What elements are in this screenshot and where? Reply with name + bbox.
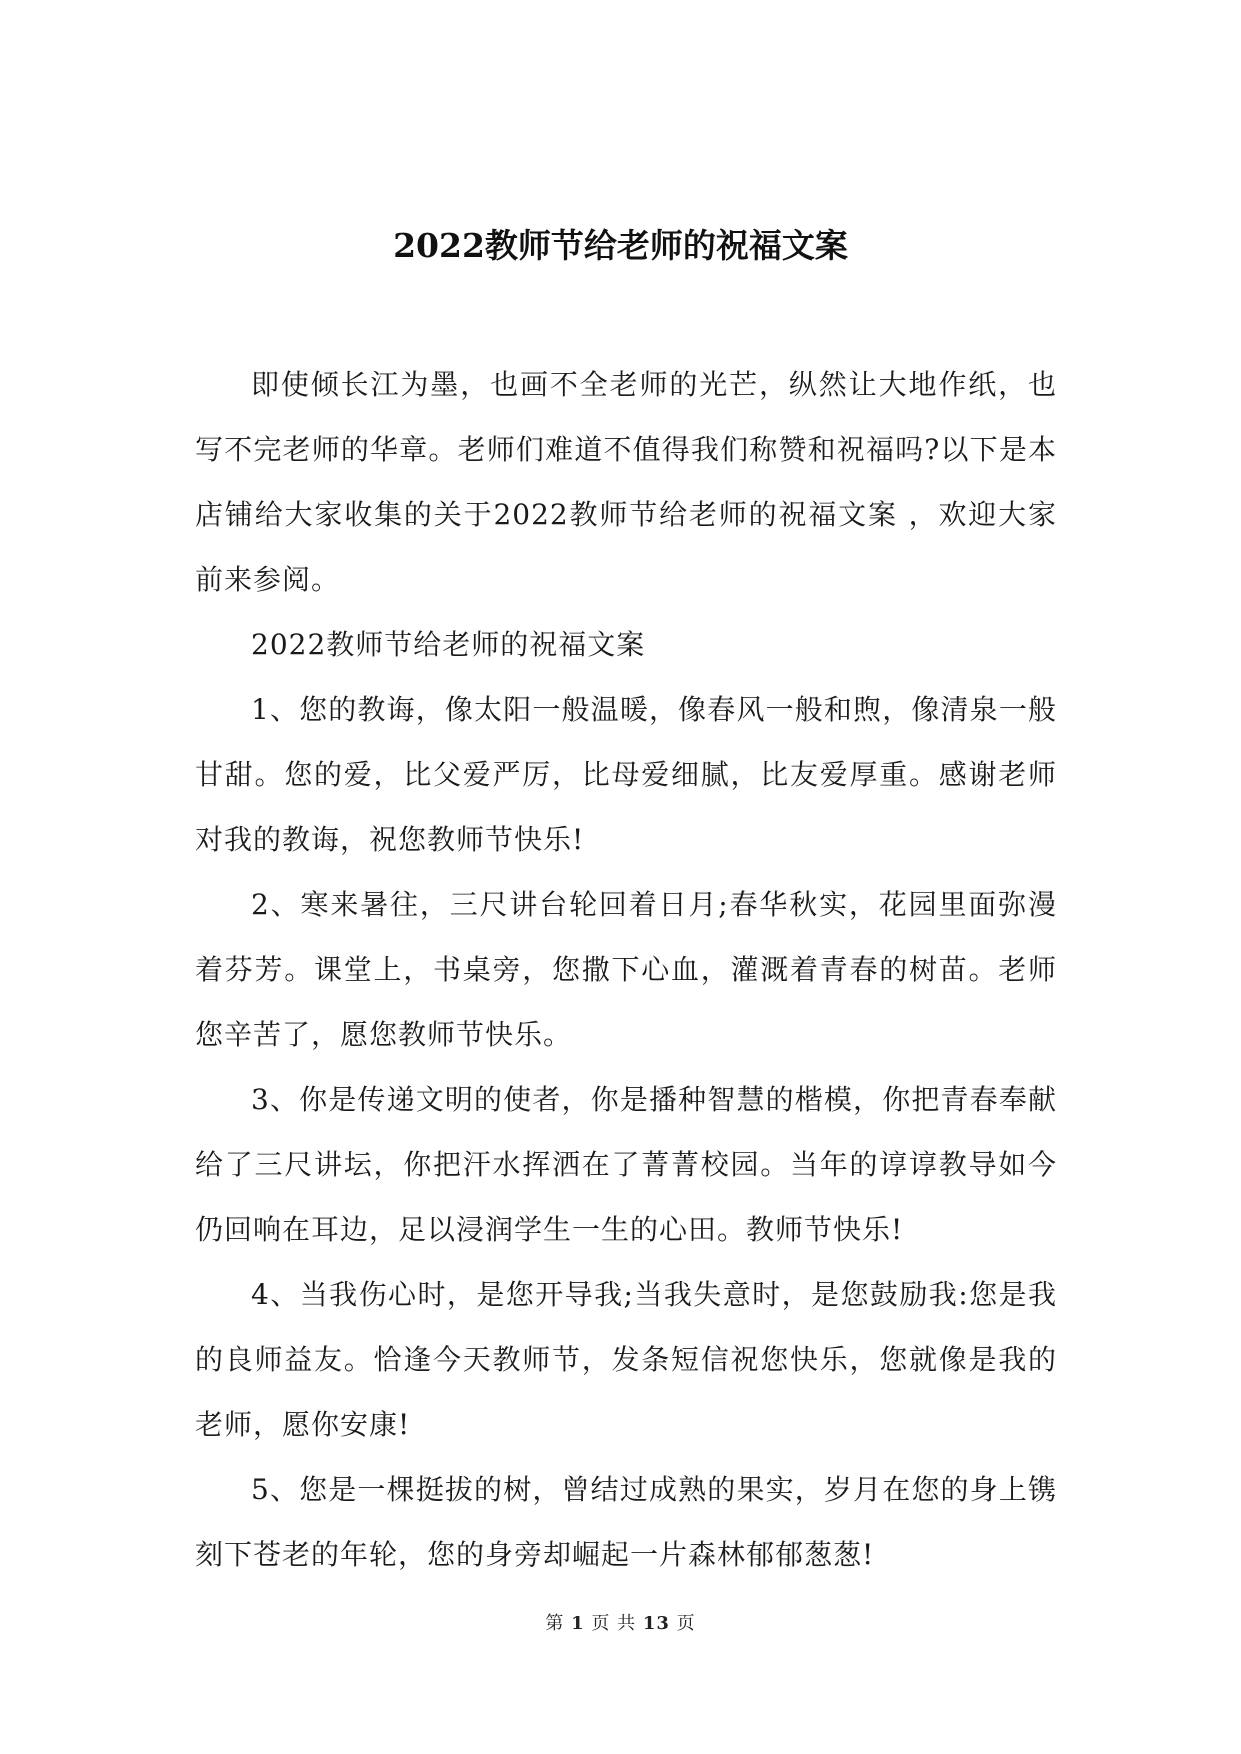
intro-paragraph: 即使倾长江为墨，也画不全老师的光芒，纵然让大地作纸，也写不完老师的华章。老师们难道不值得我们称赞和祝福吗?以下是本店铺给大家收集的关于2022教师节给老师的祝福文案 ，欢迎大家前来参阅。 (195, 368, 1057, 596)
document-title: 2022教师节给老师的祝福文案 (393, 226, 848, 265)
section-heading: 2022教师节给老师的祝福文案 (251, 628, 646, 661)
list-item: 3、你是传递文明的使者，你是播种智慧的楷模，你把青春奉献给了三尺讲坛，你把汗水挥洒在了菁菁校园。当年的谆谆教导如今仍回响在耳边，足以浸润学生一生的心田。教师节快乐! (195, 1083, 1057, 1246)
current-page-number: 1 (571, 1613, 585, 1634)
list-item: 5、您是一棵挺拔的树，曾结过成熟的果实，岁月在您的身上镌刻下苍老的年轮，您的身旁却崛起一片森林郁郁葱葱! (195, 1473, 1057, 1571)
list-item: 1、您的教诲，像太阳一般温暖，像春风一般和煦，像清泉一般甘甜。您的爱，比父爱严厉，比母爱细腻，比友爱厚重。感谢老师对我的教诲，祝您教师节快乐! (195, 693, 1057, 856)
list-item: 4、当我伤心时，是您开导我;当我失意时，是您鼓励我:您是我的良师益友。恰逢今天教师节，发条短信祝您快乐，您就像是我的老师，愿你安康! (195, 1278, 1057, 1441)
footer-prefix: 第 (545, 1613, 565, 1634)
page-footer (0, 1612, 1241, 1636)
list-item: 2、寒来暑往，三尺讲台轮回着日月;春华秋实，花园里面弥漫着芬芳。课堂上，书桌旁，您撒下心血，灌溉着青春的树苗。老师您辛苦了，愿您教师节快乐。 (195, 888, 1057, 1051)
footer-suffix: 页 (676, 1613, 696, 1634)
footer-middle: 页 共 (591, 1613, 637, 1634)
document-body (195, 352, 1057, 1587)
total-pages-number: 13 (642, 1613, 670, 1634)
